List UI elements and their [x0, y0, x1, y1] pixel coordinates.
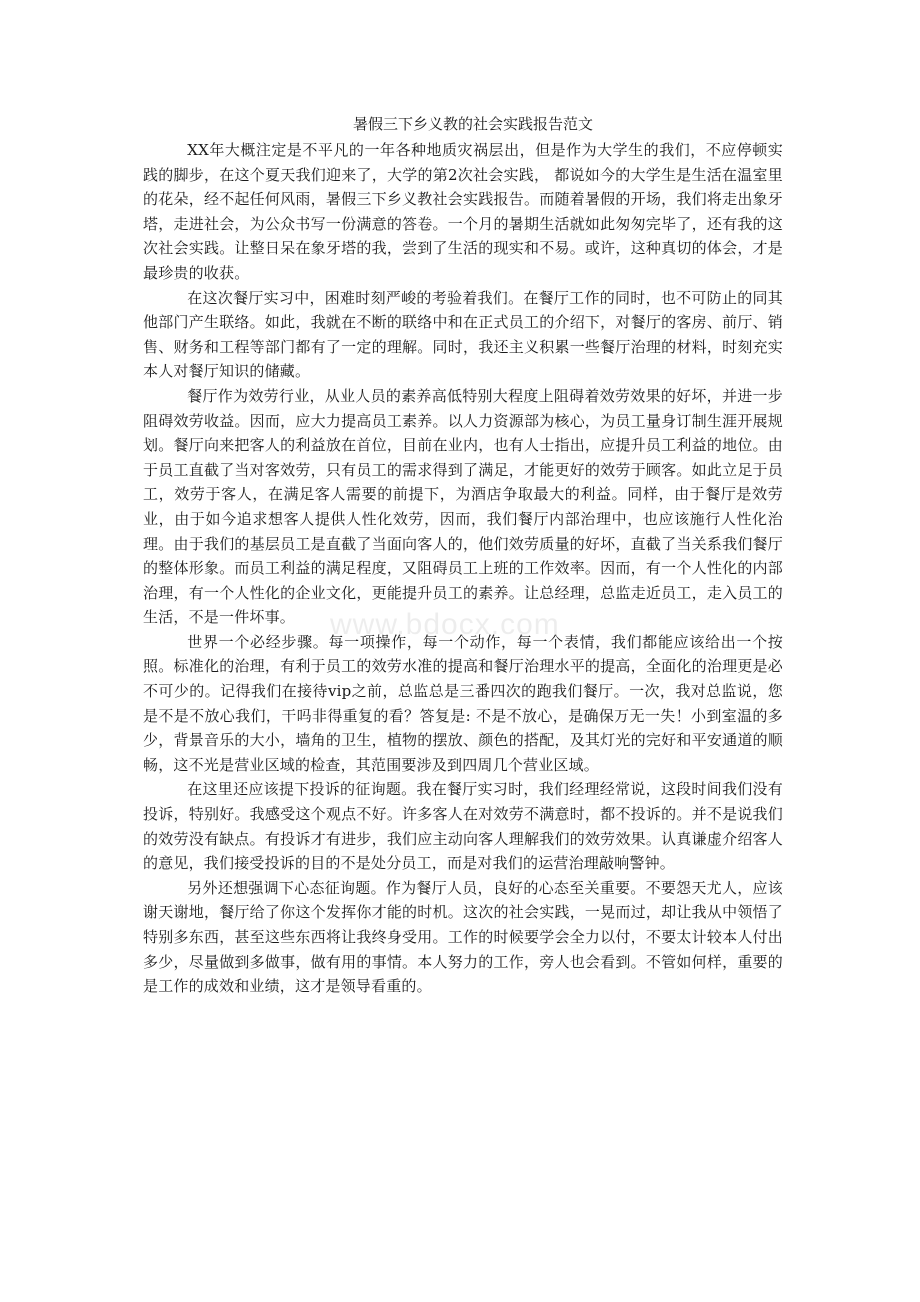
paragraph-2: 在这次餐厅实习中，困难时刻严峻的考验着我们。在餐厅工作的同时，也不可防止的同其他部门产生联络。如此，我就在不断的联络中和在正式员工的介绍下，对餐厅的客房、前厅、销售、财务和工程等部门都有了一定的理解。同时，我还主义积累一些餐厅治理的材料，时刻充实本人对餐厅知识的储藏。: [143, 288, 783, 381]
watermark: www.bdocx.com: [330, 608, 560, 641]
paragraph-5: 在这里还应该提下投诉的征询题。我在餐厅实习时，我们经理经常说，这段时间我们没有投诉，特别好。我感受这个观点不好。许多客人在对效劳不满意时，都不投诉的。并不是说我们的效劳没有缺点。有投诉才有进步，我们应主动向客人理解我们的效劳效果。认真谦虚介绍客人的意见，我们接受投诉的目的不是处分员工，而是对我们的运营治理敲响警钟。: [143, 780, 783, 873]
paragraph-4: 世界一个必经步骤。每一项操作，每一个动作，每一个表情，我们都能应该给出一个按照。标准化的治理，有利于员工的效劳水准的提高和餐厅治理水平的提高，全面化的治理更是必不可少的。记得我们在接待vip之前，总监总是三番四次的跑我们餐厅。一次，我对总监说，您是不是不放心我们，干吗非得重复的看？答复是: 不是不放心，是确保万无一失！小到室温的多少，背景音乐的大小，墙角的卫生，植物的摆放、颜色的搭配，及其灯光的完好和平安通道的顺畅，这不光是营业区域的检查，其范围要涉及到四周几个营业区域。: [143, 632, 783, 774]
paragraph-6: 另外还想强调下心态征询题。作为餐厅人员，良好的心态至关重要。不要怨天尤人，应该谢天谢地，餐厅给了你这个发挥你才能的时机。这次的社会实践，一晃而过，却让我从中领悟了特别多东西，甚至这些东西将让我终身受用。工作的时候要学会全力以付，不要太计较本人付出多少，尽量做到多做事，做有用的事情。本人努力的工作，旁人也会看到。不管如何样，重要的是工作的成效和业绩，这才是领导看重的。: [143, 878, 783, 996]
paragraph-3: 餐厅作为效劳行业，从业人员的素养高低特别大程度上阻碍着效劳效果的好坏，并进一步阻碍效劳收益。因而，应大力提高员工素养。以人力资源部为核心，为员工量身订制生涯开展规划。餐厅向来把客人的利益放在首位，目前在业内，也有人士指出，应提升员工利益的地位。由于员工直截了当对客效劳，只有员工的需求得到了满足，才能更好的效劳于顾客。如此立足于员工，效劳于客人，在满足客人需要的前提下，为酒店争取最大的利益。同样，由于餐厅是效劳业，由于如今追求想客人提供人性化效劳，因而，我们餐厅内部治理中，也应该施行人性化治理。由于我们的基层员工是直截了当面向客人的，他们效劳质量的好坏，直截了当关系我们餐厅的整体形象。而员工利益的满足程度，又阻碍员工上班的工作效率。因而，有一个人性化的内部治理，有一个人性化的企业文化，更能提升员工的素养。让总经理，总监走近员工，走入员工的生活，不是一件坏事。: [143, 386, 783, 627]
paragraph-1: XX年大概注定是不平凡的一年各种地质灾祸层出，但是作为大学生的我们，不应停顿实践的脚步，在这个夏天我们迎来了，大学的第2次社会实践， 都说如今的大学生是生活在温室里的花朵，经不起任何风雨，暑假三下乡义教社会实践报告。而随着暑假的开场，我们将走出象牙塔，走进社会，为公众书写一份满意的答卷。一个月的暑期生活就如此匆匆完毕了，还有我的这次社会实践。让整日呆在象牙塔的我，尝到了生活的现实和不易。或许，这种真切的体会，才是最珍贵的收获。: [143, 141, 783, 282]
document-page: [143, 112, 783, 999]
document-title: 暑假三下乡义教的社会实践报告范文: [352, 115, 593, 133]
